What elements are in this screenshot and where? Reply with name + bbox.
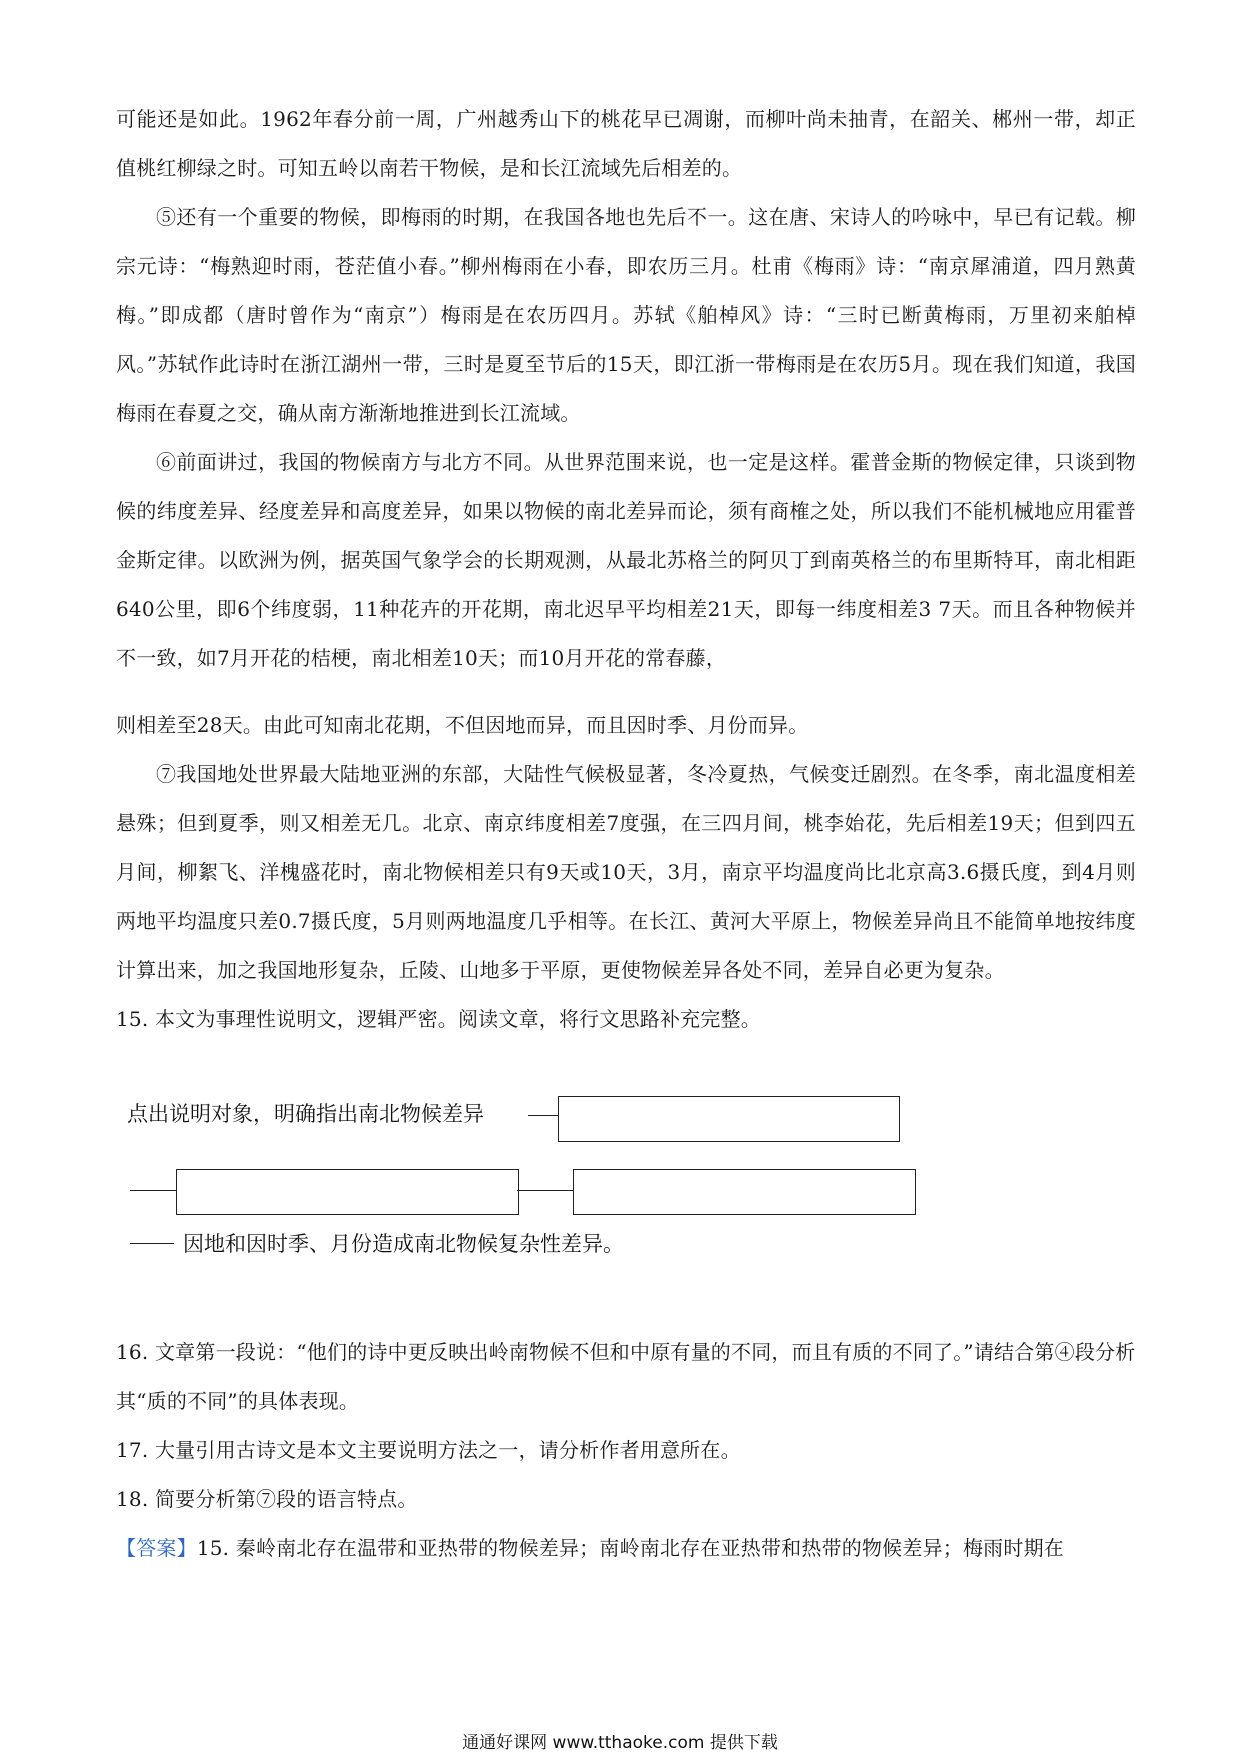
answer-tag: 【答案】 — [116, 1536, 197, 1560]
paragraph-5: ⑤还有一个重要的物候，即梅雨的时期，在我国各地也先后不一。这在唐、宋诗人的吟咏中，早已有记载。柳宗元诗：“梅熟迎时雨，苍茫值小春。”柳州梅雨在小春，即农历三月。杜甫《梅雨》诗：“南京犀浦道，四月熟黄梅。”即成都（唐时曾作为“南京”）梅雨是在农历四月。苏轼《舶棹风》诗：“三时已断黄梅雨，万里初来舶棹风。”苏轼作此诗时在浙江湖州一带，三时是夏至节后的15天，即江浙一带梅雨是在农历5月。现在我们知道，我国梅雨在春夏之交，确从南方渐渐地推进到长江流域。 — [116, 205, 1136, 425]
question-15: 15. 本文为事理性说明文，逻辑严密。阅读文章，将行文思路补充完整。 — [116, 1007, 761, 1031]
flow-connector — [517, 1190, 573, 1191]
paragraph-6: ⑥前面讲过，我国的物候南方与北方不同。从世界范围来说，也一定是这样。霍普金斯的物候定律，只谈到物候的纬度差异、经度差异和高度差异，如果以物候的南北差异而论，须有商榷之处，所以我们不能机械地应用霍普金斯定律。以欧洲为例，据英国气象学会的长期观测，从最北苏格兰的阿贝丁到南英格兰的布里斯特耳，南北相距640公里，即6个纬度弱，11种花卉的开花期，南北迟早平均相差21天，即每一纬度相差3 7天。而且各种物候并不一致，如7月开花的桔梗，南北相差10天；而10月开花的常春藤， — [116, 450, 1136, 670]
answer-box-3[interactable] — [573, 1169, 916, 1215]
question-16: 16. 文章第一段说：“他们的诗中更反映出岭南物候不但和中原有量的不同，而且有质的不同了。”请结合第④段分析其“质的不同”的具体表现。 — [116, 1340, 1136, 1413]
flow-connector — [528, 1115, 558, 1116]
paragraph-7: ⑦我国地处世界最大陆地亚洲的东部，大陆性气候极显著，冬冷夏热，气候变迁剧烈。在冬季，南北温度相差悬殊；但到夏季，则又相差无几。北京、南京纬度相差7度强，在三四月间，桃李始花，先后相差19天；但到四五月间，柳絮飞、洋槐盛花时，南北物候相差只有9天或10天，3月，南京平均温度尚比北京高3.6摄氏度，到4月则两地平均温度只差0.7摄氏度，5月则两地温度几乎相等。在长江、黄河大平原上，物候差异尚且不能简单地按纬度计算出来，加之我国地形复杂，丘陵、山地多于平原，更使物候差异各处不同，差异自必更为复杂。 — [116, 762, 1136, 982]
flow-end-label: 因地和因时季、月份造成南北物候复杂性差异。 — [183, 1232, 624, 1256]
question-18: 18. 简要分析第⑦段的语言特点。 — [116, 1487, 418, 1511]
paragraph-gap — [116, 683, 1136, 701]
page-footer: 通通好课网 www.tthaoke.com 提供下载 — [462, 1733, 778, 1753]
answer-box-2[interactable] — [176, 1169, 519, 1215]
paragraph-6-end: 则相差至28天。由此可知南北花期，不但因地而异，而且因时季、月份而异。 — [116, 713, 809, 737]
article-body — [116, 95, 1136, 1044]
flow-start-label: 点出说明对象，明确指出南北物候差异 — [127, 1102, 484, 1126]
answer-box-1[interactable] — [558, 1096, 900, 1142]
answer-line — [116, 1524, 1136, 1573]
questions-block — [116, 1328, 1136, 1573]
flow-connector — [130, 1190, 176, 1191]
flow-connector — [130, 1243, 174, 1244]
question-17: 17. 大量引用古诗文是本文主要说明方法之一，请分析作者用意所在。 — [116, 1438, 741, 1462]
paragraph-continued: 可能还是如此。1962年春分前一周，广州越秀山下的桃花早已凋谢，而柳叶尚未抽青，在韶关、郴州一带，却正值桃红柳绿之时。可知五岭以南若干物候，是和长江流域先后相差的。 — [116, 107, 1136, 180]
answer-text: 15. 秦岭南北存在温带和亚热带的物候差异；南岭南北存在亚热带和热带的物候差异；梅雨时期在 — [196, 1536, 1064, 1560]
